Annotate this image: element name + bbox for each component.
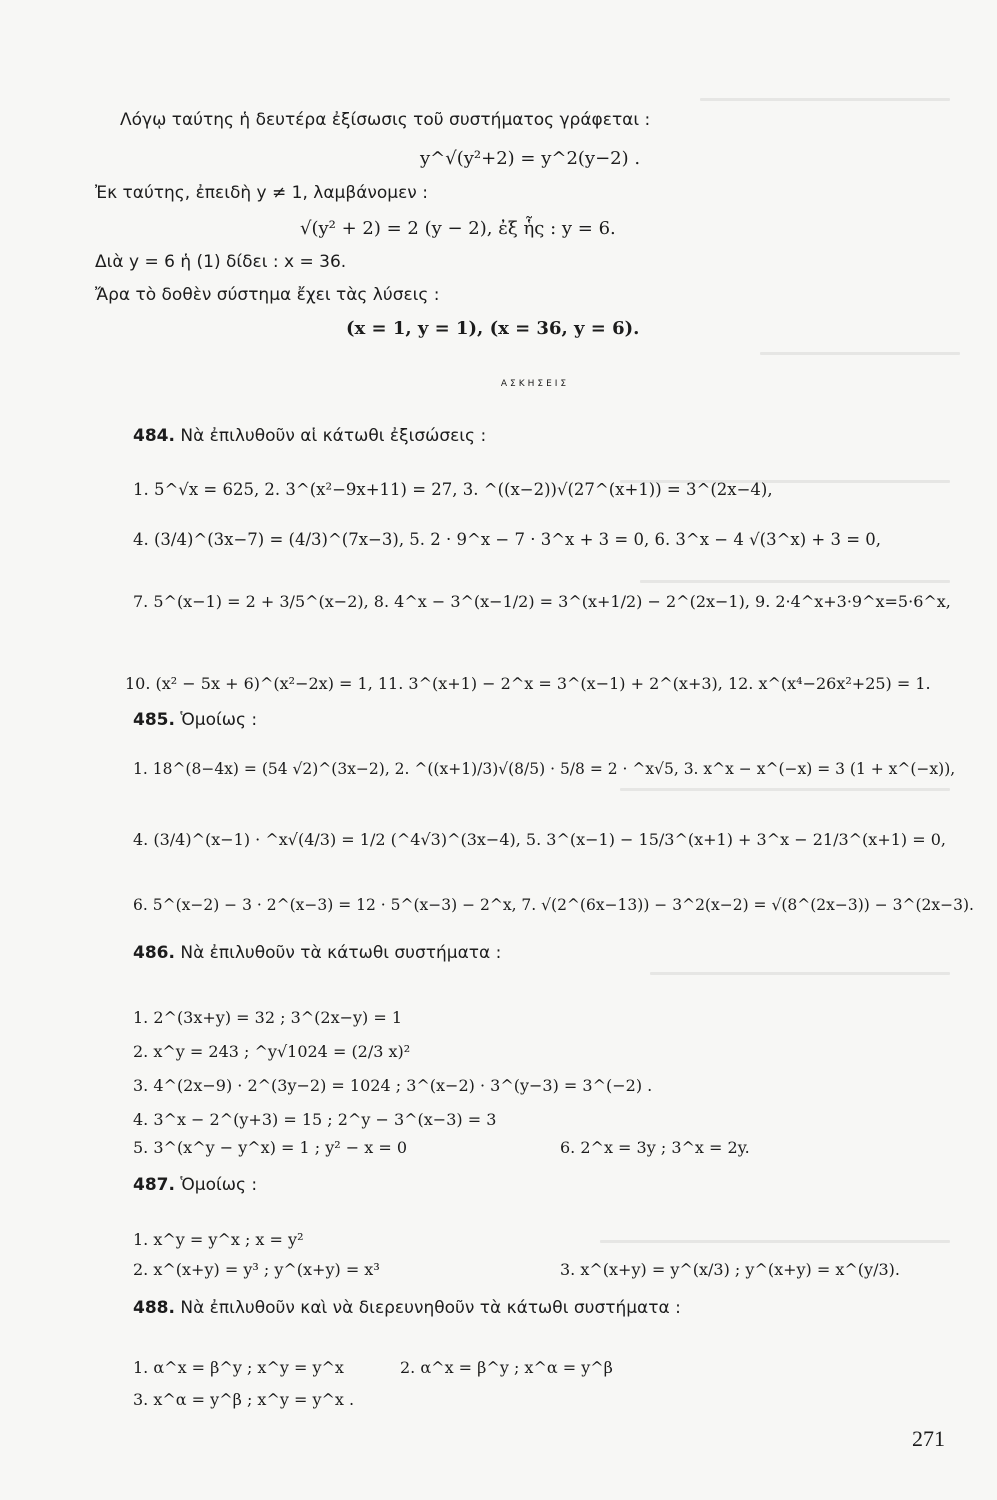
system-2: 2. x^(x+y) = y³ ; y^(x+y) = x³ bbox=[133, 1260, 380, 1279]
equation-row: 4. (3/4)^(x−1) · ^x√(4/3) = 1/2 (^4√3)^(3x−4), 5. 3^(x−1) − 15/3^(x+1) + 3^x − 21/3^(x+1) = 0, bbox=[133, 830, 946, 849]
equation-row: 6. 5^(x−2) − 3 · 2^(x−3) = 12 · 5^(x−3) − 2^x, 7. √(2^(6x−13)) − 3^2(x−2) = √(8^(2x−3)) − 3^(2x−3). bbox=[133, 896, 974, 914]
exercise-487-header bbox=[133, 1177, 257, 1194]
system-2: 2. x^y = 243 ; ^y√1024 = (2/3 x)² bbox=[133, 1042, 411, 1061]
exercise-title: Ὁμοίως : bbox=[180, 1175, 258, 1195]
bleed-through bbox=[760, 352, 960, 355]
system-3: 3. x^(x+y) = y^(x/3) ; y^(x+y) = x^(y/3). bbox=[560, 1260, 900, 1279]
system-1: 1. x^y = y^x ; x = y² bbox=[133, 1230, 304, 1249]
exercise-number: 484. bbox=[133, 426, 175, 446]
bleed-through bbox=[620, 788, 950, 791]
equation-row: 7. 5^(x−1) = 2 + 3/5^(x−2), 8. 4^x − 3^(x−1/2) = 3^(x+1/2) − 2^(2x−1), 9. 2·4^x+3·9^x=5·6^x, bbox=[133, 592, 951, 611]
exercise-title: Νὰ ἐπιλυθοῦν καὶ νὰ διερευνηθοῦν τὰ κάτωθι συστήματα : bbox=[180, 1298, 681, 1318]
system-2: 2. α^x = β^y ; x^α = y^β bbox=[400, 1358, 613, 1377]
exercise-number: 485. bbox=[133, 710, 175, 730]
equation-row: 10. (x² − 5x + 6)^(x²−2x) = 1, 11. 3^(x+1) − 2^x = 3^(x−1) + 2^(x+3), 12. x^(x⁴−26x²+25) = 1. bbox=[125, 674, 931, 693]
solution-line: (x = 1, y = 1), (x = 36, y = 6). bbox=[346, 318, 640, 339]
bleed-through bbox=[700, 98, 950, 101]
system-5: 5. 3^(x^y − y^x) = 1 ; y² − x = 0 bbox=[133, 1138, 408, 1157]
text-line: Διὰ y = 6 ἡ (1) δίδει : x = 36. bbox=[95, 252, 347, 272]
exercise-title: Ὁμοίως : bbox=[180, 710, 258, 730]
text-line: Ἐκ ταύτης, ἐπειδὴ y ≠ 1, λαμβάνομεν : bbox=[95, 183, 428, 203]
system-1: 1. 2^(3x+y) = 32 ; 3^(2x−y) = 1 bbox=[133, 1008, 403, 1027]
system-3: 3. 4^(2x−9) · 2^(3y−2) = 1024 ; 3^(x−2) · 3^(y−3) = 3^(−2) . bbox=[133, 1076, 653, 1095]
exercise-number: 487. bbox=[133, 1175, 175, 1195]
bleed-through bbox=[640, 580, 950, 583]
system-3: 3. x^α = y^β ; x^y = y^x . bbox=[133, 1390, 355, 1409]
page-number: 271 bbox=[912, 1426, 945, 1451]
section-heading: ΑΣΚΗΣΕΙΣ bbox=[500, 379, 570, 389]
bleed-through bbox=[600, 1240, 950, 1243]
exercise-488-header bbox=[133, 1300, 681, 1317]
equation-row: 1. 18^(8−4x) = (54 √2)^(3x−2), 2. ^((x+1)/3)√(8/5) · 5/8 = 2 · ^x√5, 3. x^x − x^(−x) = 3 (1 + x^(−x)), bbox=[133, 760, 956, 778]
exercise-485-header bbox=[133, 712, 257, 729]
equation-row: 1. 5^√x = 625, 2. 3^(x²−9x+11) = 27, 3. ^((x−2))√(27^(x+1)) = 3^(2x−4), bbox=[133, 480, 773, 499]
exercise-title: Νὰ ἐπιλυθοῦν αἱ κάτωθι ἐξισώσεις : bbox=[180, 426, 487, 446]
equation: y^√(y²+2) = y^2(y−2) . bbox=[420, 148, 641, 169]
equation-row: 4. (3/4)^(3x−7) = (4/3)^(7x−3), 5. 2 · 9^x − 7 · 3^x + 3 = 0, 6. 3^x − 4 √(3^x) + 3 = 0, bbox=[133, 530, 882, 549]
exercise-title: Νὰ ἐπιλυθοῦν τὰ κάτωθι συστήματα : bbox=[180, 943, 502, 963]
bleed-through bbox=[650, 972, 950, 975]
exercise-486-header bbox=[133, 945, 501, 962]
exercise-number: 488. bbox=[133, 1298, 175, 1318]
exercise-484-header bbox=[133, 428, 486, 445]
exercise-number: 486. bbox=[133, 943, 175, 963]
system-6: 6. 2^x = 3y ; 3^x = 2y. bbox=[560, 1138, 750, 1157]
system-1: 1. α^x = β^y ; x^y = y^x bbox=[133, 1358, 344, 1377]
equation: √(y² + 2) = 2 (y − 2), ἐξ ἧς : y = 6. bbox=[300, 218, 616, 239]
text-line: Ἄρα τὸ δοθὲν σύστημα ἔχει τὰς λύσεις : bbox=[95, 285, 440, 305]
system-4: 4. 3^x − 2^(y+3) = 15 ; 2^y − 3^(x−3) = 3 bbox=[133, 1110, 497, 1129]
text-line: Λόγῳ ταύτης ἡ δευτέρα ἐξίσωσις τοῦ συστήματος γράφεται : bbox=[120, 110, 651, 130]
